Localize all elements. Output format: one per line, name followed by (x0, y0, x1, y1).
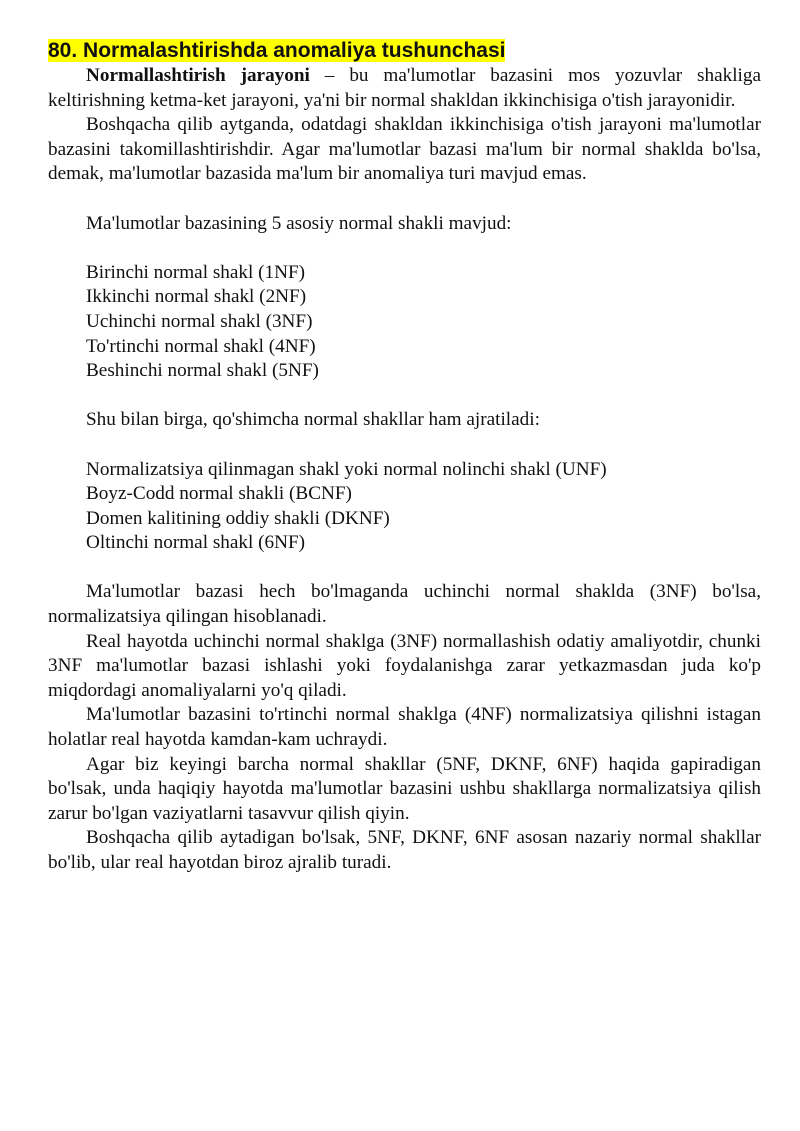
section-heading (48, 38, 761, 64)
list-item: Uchinchi normal shakl (3NF) (86, 310, 313, 332)
list-item: Normalizatsiya qilinmagan shakl yoki normal nolinchi shakl (UNF) (86, 458, 607, 480)
defined-term: Normallashtirish jarayoni (86, 65, 310, 86)
list-item: Ikkinchi normal shakl (2NF) (86, 286, 307, 308)
paragraph-7: Ma'lumotlar bazasini to'rtinchi normal shaklga (4NF) normalizatsiya qilishni istagan holatlar real hayotda kamdan-kam uchraydi. (48, 704, 761, 751)
extra-forms-list (48, 458, 761, 556)
highlighted-heading-text: 80. Normalashtirishda anomaliya tushunchasi (48, 39, 506, 62)
spacer (48, 384, 761, 409)
paragraph-9: Boshqacha qilib aytadigan bo'lsak, 5NF, DKNF, 6NF asosan nazariy normal shakllar bo'lib, ular real hayotdan biroz ajralib turadi. (48, 827, 761, 873)
intro-paragraph (48, 64, 761, 113)
paragraph-6: Real hayotda uchinchi normal shaklga (3NF) normallashish odatiy amaliyotdir, chunki 3NF ma'lumotlar bazasi ishlashi yoki foydalanishga zarar yetkazmasdan juda ko'p miqdordagi anomaliyalarni yo'q qiladi. (48, 630, 761, 701)
spacer (48, 433, 761, 458)
list-item: Domen kalitining oddiy shakli (DKNF) (86, 507, 390, 529)
paragraph-8: Agar biz keyingi barcha normal shakllar (5NF, DKNF, 6NF) haqida gapiradigan bo'lsak, unda haqiqiy hayotda ma'lumotlar bazasini ushbu shakllarga normalizatsiya qilish zarur bo'lgan vaziyatlarni tasavvur qilish qiyin. (48, 753, 761, 824)
spacer (48, 556, 761, 581)
list-item: To'rtinchi normal shakl (4NF) (86, 335, 316, 357)
paragraph-5: Ma'lumotlar bazasi hech bo'lmaganda uchinchi normal shaklda (3NF) bo'lsa, normalizatsiya qilingan hisoblanadi. (48, 581, 761, 628)
paragraph-extra-forms-intro: Shu bilan birga, qo'shimcha normal shakllar ham ajratiladi: (86, 409, 540, 431)
spacer (48, 236, 761, 261)
list-item: Birinchi normal shakl (1NF) (86, 261, 306, 283)
paragraph-main-forms-intro: Ma'lumotlar bazasining 5 asosiy normal shakli mavjud: (86, 212, 512, 234)
list-item: Boyz-Codd normal shakli (BCNF) (86, 483, 352, 505)
list-item: Beshinchi normal shakl (5NF) (86, 360, 319, 382)
document-body (48, 38, 761, 876)
intro-definition: – bu ma'lumotlar bazasini mos yozuvlar shakliga keltirishning ketma-ket jarayoni, ya'ni bir normal shakldan ikkinchisiga o'tish jarayonidir. (48, 65, 761, 111)
main-forms-list (48, 261, 761, 384)
spacer (48, 187, 761, 212)
list-item: Oltinchi normal shakl (6NF) (86, 532, 306, 554)
paragraph-2: Boshqacha qilib aytganda, odatdagi shakldan ikkinchisiga o'tish jarayoni ma'lumotlar bazasini takomillashtirishdir. Agar ma'lumotlar bazasi ma'lum bir normal shaklda bo'lsa, demak, ma'lumotlar bazasida ma'lum bir anomaliya turi mavjud emas. (48, 114, 761, 185)
